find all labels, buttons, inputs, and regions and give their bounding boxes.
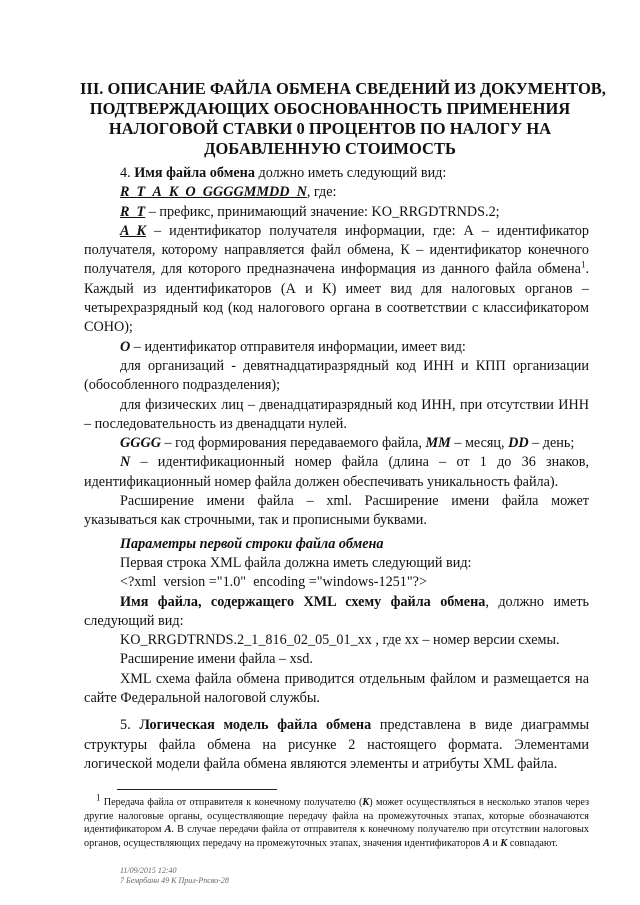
document-body — [84, 164, 589, 774]
section-heading — [80, 79, 606, 159]
first-line-note: Первая строка XML файла должна иметь следующий вид: — [120, 554, 472, 571]
date-definition: GGGG – год формирования передаваемого файла, MM – месяц, DD – день; — [120, 435, 575, 452]
paragraph-5: 5. Логическая модель файла обмена представлена в виде диаграммы структуры файла обмена на рисунке 2 настоящего формата. Элементами логической модели файла обмена являются элементы и атрибуты XML файла. — [84, 717, 590, 772]
heading-line: ДОБАВЛЕННУЮ СТОИМОСТЬ — [204, 139, 456, 158]
footnote-ref: 1 — [580, 259, 586, 270]
schema-name-intro: Имя файла, содержащего XML схему файла обмена, должно иметь следующий вид: — [84, 593, 589, 629]
paragraph-4: 4. Имя файла обмена должно иметь следующий вид: — [120, 165, 447, 181]
params-subheading: Параметры первой строки файла обмена — [120, 535, 384, 552]
footnote-divider — [117, 789, 277, 790]
schema-location-note: XML схема файла обмена приводится отдельным файлом и размещается на сайте Федеральной налоговой службы. — [84, 670, 589, 707]
extension-note: Расширение имени файла – xml. Расширение имени файла может указываться как строчными, так и прописными буквами. — [84, 493, 589, 529]
xsd-extension: Расширение имени файла – xsd. — [120, 651, 313, 668]
heading-line: НАЛОГОВОЙ СТАВКИ 0 ПРОЦЕНТОВ ПО НАЛОГУ НА — [108, 119, 552, 138]
schema-file-name: KO_RRGDTRNDS.2_1_816_02_05_01_xx , где хх – номер версии схемы. — [120, 632, 560, 649]
term-file-name: Имя файла обмена — [134, 165, 255, 181]
number-definition: N – идентификационный номер файла (длина – от 1 до 36 знаков, идентификационный номер файла должен обеспечивать уникальность файла). — [84, 454, 589, 490]
prefix-definition: R_T – префикс, принимающий значение: KO_RRGDTRNDS.2; — [120, 203, 500, 220]
org-id-format: для организаций - девятнадцатиразрядный код ИНН и КПП организации (обособленного подразделения); — [84, 357, 589, 394]
heading-line: ПОДТВЕРЖДАЮЩИХ ОБОСНОВАННОСТЬ ПРИМЕНЕНИЯ — [89, 99, 571, 118]
sender-definition: O – идентификатор отправителя информации, имеет вид: — [120, 338, 466, 355]
footnote: $^1$ Передача файла от отправителя к конечному получателю (К) может осуществляться в несколько этапов через другие налоговые органы, осуществляющие передачу файла на промежуточных этапах, которые обозначаются идентификатором А. В случае передачи файла от отправителя к конечному получателю при отсутствии налоговых органов, осуществляющих передачу на промежуточных этапах, значения идентификаторов А и К совпадают. — [84, 792, 589, 849]
pattern-line: R_T_A_K_O_GGGGMMDD_N, где: — [120, 184, 337, 201]
person-id-format: для физических лиц – двенадцатиразрядный код ИНН, при отсутствии ИНН – последовательность из двенадцати нулей. — [84, 396, 589, 432]
print-stamp: 11/09/2015 12:40 7 Бемрбанн 49 К Прил-Рпсво-28 — [120, 866, 229, 885]
xml-declaration: <?xml version ="1.0" encoding ="windows-1251"?> — [120, 574, 427, 591]
file-name-pattern: R_T_A_K_O_GGGGMMDD_N — [120, 184, 307, 201]
heading-line: III. ОПИСАНИЕ ФАЙЛА ОБМЕНА СВЕДЕНИЙ ИЗ ДОКУМЕНТОВ, — [80, 79, 606, 98]
recipient-definition: A_K – идентификатор получателя информации, где: А – идентификатор получателя, которому направляется файл обмена, К – идентификатор конечного получателя, для которого предназначена информация из данного файла обмена$^1$. Каждый из идентификаторов (А и К) имеет вид для налоговых органов – четырехразрядный код (код налогового органа в соответствии с классификатором СОНО); — [84, 222, 589, 336]
